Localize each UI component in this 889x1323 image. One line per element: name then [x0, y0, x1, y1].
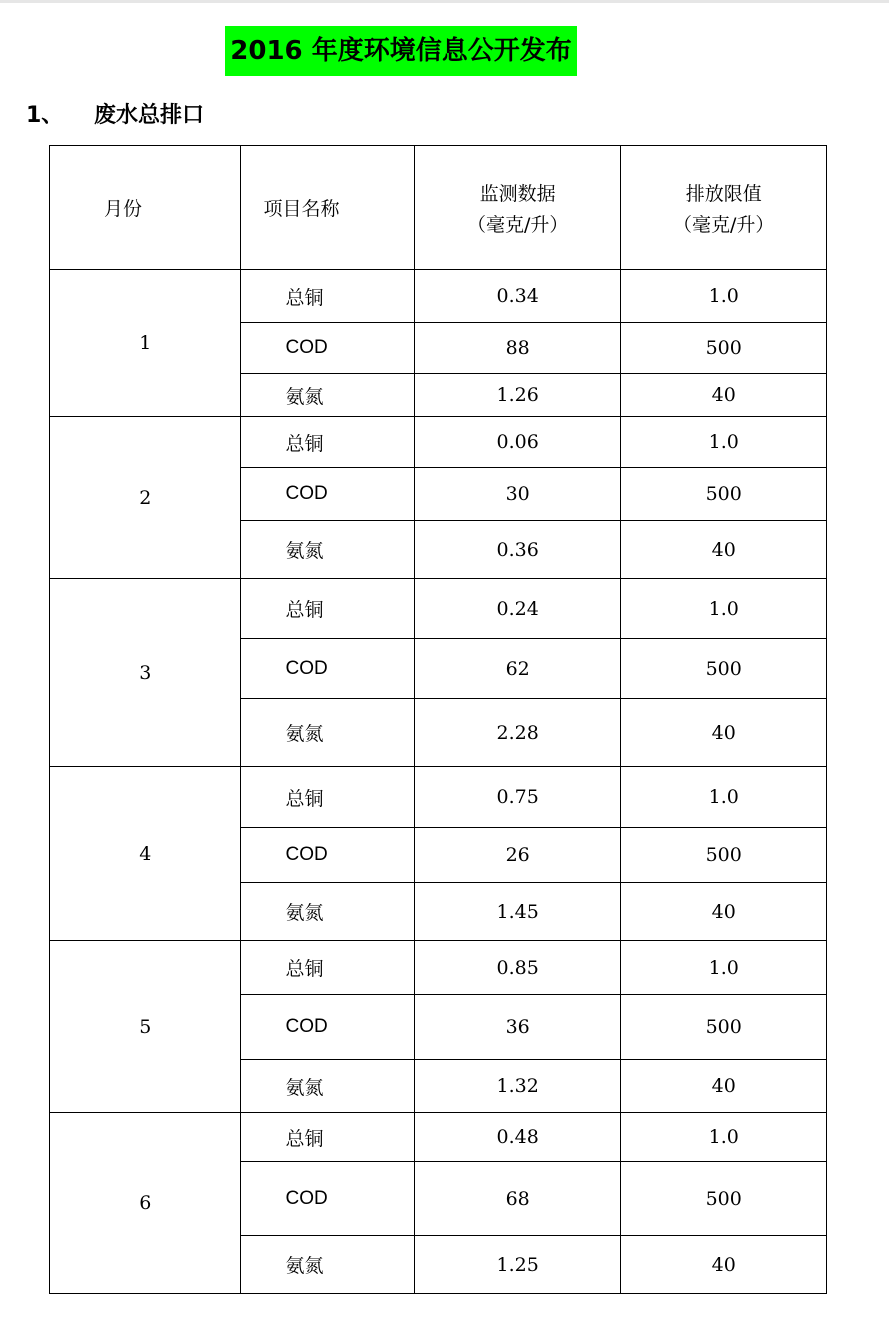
document-title: 2016 年度环境信息公开发布: [225, 26, 577, 76]
measured-value-cell: 0.36: [414, 521, 621, 579]
month-cell: 4: [50, 767, 241, 941]
item-name-cell: 总铜: [241, 417, 414, 468]
measured-value-cell: 2.28: [414, 699, 621, 767]
measured-value-cell: 0.85: [414, 941, 621, 995]
table-row: [50, 417, 827, 468]
item-name-cell: COD: [241, 828, 414, 883]
limit-value-cell: 1.0: [621, 417, 827, 468]
month-cell: 5: [50, 941, 241, 1113]
item-name-cell: COD: [241, 468, 414, 521]
measured-value-cell: 0.24: [414, 579, 621, 639]
item-name-cell: 总铜: [241, 1113, 414, 1162]
item-name-cell: COD: [241, 323, 414, 374]
header-measured-label: 监测数据: [479, 182, 556, 205]
limit-value-cell: 40: [621, 1060, 827, 1113]
item-name-cell: 氨氮: [241, 374, 414, 417]
measured-value-cell: 0.75: [414, 767, 621, 828]
table-body: [50, 270, 827, 1294]
section-title: 废水总排口: [94, 103, 205, 128]
measured-value-cell: 26: [414, 828, 621, 883]
item-name-cell: 总铜: [241, 941, 414, 995]
limit-value-cell: 40: [621, 521, 827, 579]
header-limit-label: 排放限值: [685, 182, 762, 205]
limit-value-cell: 500: [621, 828, 827, 883]
month-cell: 6: [50, 1113, 241, 1294]
table-row: [50, 270, 827, 323]
item-name-cell: 总铜: [241, 270, 414, 323]
header-limit-unit: （毫克/升）: [673, 213, 775, 236]
measured-value-cell: 88: [414, 323, 621, 374]
measured-value-cell: 1.26: [414, 374, 621, 417]
month-cell: 2: [50, 417, 241, 579]
month-cell: 3: [50, 579, 241, 767]
item-name-cell: 总铜: [241, 767, 414, 828]
limit-value-cell: 500: [621, 995, 827, 1060]
measured-value-cell: 1.25: [414, 1236, 621, 1294]
limit-value-cell: 40: [621, 1236, 827, 1294]
limit-value-cell: 1.0: [621, 1113, 827, 1162]
item-name-cell: COD: [241, 639, 414, 699]
limit-value-cell: 40: [621, 374, 827, 417]
limit-value-cell: 40: [621, 883, 827, 941]
measured-value-cell: 68: [414, 1162, 621, 1236]
limit-value-cell: 500: [621, 323, 827, 374]
measured-value-cell: 36: [414, 995, 621, 1060]
measured-value-cell: 0.48: [414, 1113, 621, 1162]
item-name-cell: COD: [241, 995, 414, 1060]
item-name-cell: 氨氮: [241, 521, 414, 579]
item-name-cell: 氨氮: [241, 883, 414, 941]
limit-value-cell: 1.0: [621, 941, 827, 995]
table-header-row: [50, 146, 827, 270]
item-name-cell: 氨氮: [241, 1060, 414, 1113]
month-cell: 1: [50, 270, 241, 417]
item-name-cell: 氨氮: [241, 699, 414, 767]
table-row: [50, 767, 827, 828]
header-item: 项目名称: [241, 146, 414, 270]
table-row: [50, 1113, 827, 1162]
header-month: 月份: [50, 146, 241, 270]
item-name-cell: COD: [241, 1162, 414, 1236]
limit-value-cell: 500: [621, 1162, 827, 1236]
header-limit: [621, 146, 827, 270]
measured-value-cell: 62: [414, 639, 621, 699]
measured-value-cell: 30: [414, 468, 621, 521]
measured-value-cell: 1.32: [414, 1060, 621, 1113]
wastewater-data-table: [49, 145, 827, 1294]
table-row: [50, 941, 827, 995]
limit-value-cell: 40: [621, 699, 827, 767]
limit-value-cell: 1.0: [621, 579, 827, 639]
table-row: [50, 579, 827, 639]
measured-value-cell: 0.06: [414, 417, 621, 468]
limit-value-cell: 500: [621, 468, 827, 521]
measured-value-cell: 0.34: [414, 270, 621, 323]
header-measured: [414, 146, 621, 270]
section-heading: [26, 100, 204, 132]
item-name-cell: 氨氮: [241, 1236, 414, 1294]
limit-value-cell: 1.0: [621, 270, 827, 323]
page-top-rule: [0, 0, 889, 3]
header-measured-unit: （毫克/升）: [466, 213, 569, 236]
item-name-cell: 总铜: [241, 579, 414, 639]
limit-value-cell: 1.0: [621, 767, 827, 828]
section-number: 1、: [26, 103, 64, 128]
measured-value-cell: 1.45: [414, 883, 621, 941]
limit-value-cell: 500: [621, 639, 827, 699]
